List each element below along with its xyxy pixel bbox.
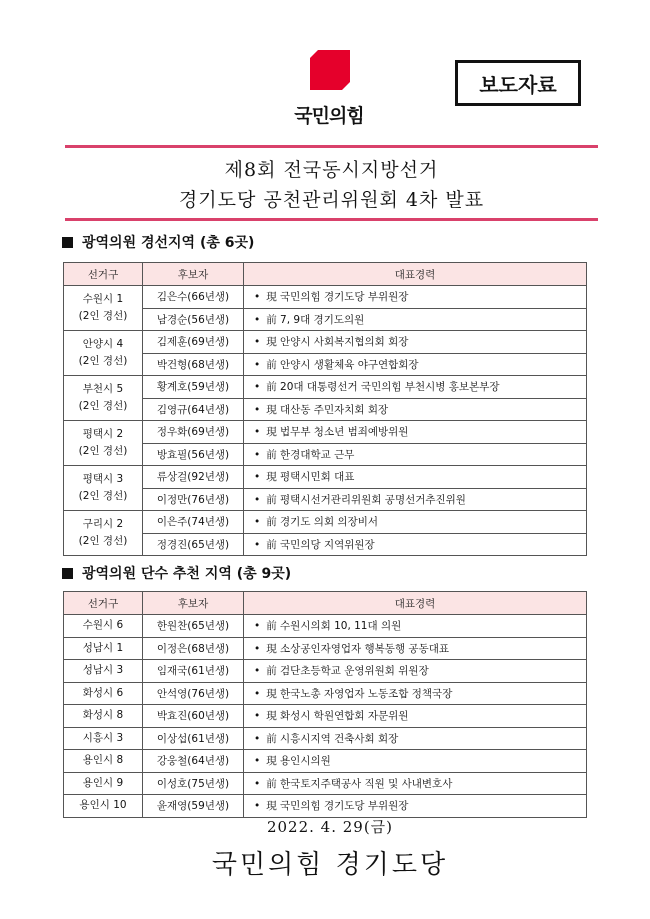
square-bullet-icon (62, 237, 73, 248)
career-text: 現 국민의힘 경기도당 부위원장 (266, 800, 409, 813)
district-cell (64, 376, 143, 421)
table-row (64, 705, 587, 728)
career-text: 前 7, 9대 경기도의원 (266, 313, 365, 326)
district-cell (64, 286, 143, 331)
district-name: 평택시 2 (82, 428, 124, 440)
col-header-candidate: 후보자 (143, 263, 244, 286)
career-cell (244, 308, 587, 331)
candidate-cell: 방효필(56년생) (143, 443, 244, 466)
district-note: (2인 경선) (78, 490, 128, 502)
candidate-cell: 이은주(74년생) (143, 511, 244, 534)
table-row (64, 398, 587, 421)
party-logo-text: 국민의힘 (294, 105, 364, 127)
bullet-icon: • (254, 732, 261, 745)
footer-org: 국민의힘 경기도당 (211, 850, 449, 880)
candidate-cell: 남경순(56년생) (143, 308, 244, 331)
candidate-cell: 임재국(61년생) (143, 660, 244, 683)
candidate-cell: 박효진(60년생) (143, 705, 244, 728)
candidate-cell: 정우화(69년생) (143, 421, 244, 444)
career-text: 現 평택시민회 대표 (266, 471, 355, 484)
col-header-district: 선거구 (64, 592, 143, 615)
district-cell: 용인시 10 (64, 795, 143, 818)
district-name: 구리시 2 (82, 518, 124, 530)
district-name: 안양시 4 (82, 338, 124, 350)
table-row (64, 466, 587, 489)
bullet-icon: • (254, 313, 261, 326)
candidate-cell: 김제훈(69년생) (143, 331, 244, 354)
section1-heading-text: 광역의원 경선지역 (총 6곳) (82, 235, 255, 251)
bullet-icon: • (254, 426, 261, 439)
district-note: (2인 경선) (78, 355, 128, 367)
career-text: 現 화성시 학원연합회 자문위원 (266, 710, 409, 723)
candidate-cell: 윤재영(59년생) (143, 795, 244, 818)
career-text: 前 한경대학교 근무 (266, 448, 355, 461)
col-header-candidate: 후보자 (143, 592, 244, 615)
title-bottom-rule (65, 218, 598, 221)
career-text: 現 법무부 청소년 범죄예방위원 (266, 426, 409, 439)
col-header-career: 대표경력 (244, 263, 587, 286)
career-cell (244, 772, 587, 795)
table-row (64, 331, 587, 354)
candidate-cell: 정경진(65년생) (143, 533, 244, 556)
square-bullet-icon (62, 568, 73, 579)
bullet-icon: • (254, 665, 261, 678)
career-cell (244, 795, 587, 818)
bullet-icon: • (254, 620, 261, 633)
career-text: 前 한국토지주택공사 직원 및 사내변호사 (266, 777, 453, 790)
table-row (64, 660, 587, 683)
table-row (64, 353, 587, 376)
career-text: 現 용인시의원 (266, 755, 331, 768)
candidate-cell: 이정은(68년생) (143, 637, 244, 660)
col-header-district: 선거구 (64, 263, 143, 286)
section1-heading (62, 232, 254, 252)
press-release-label: 보도자료 (455, 60, 581, 106)
career-cell (244, 750, 587, 773)
title-top-rule (65, 145, 598, 148)
bullet-icon: • (254, 642, 261, 655)
bullet-icon: • (254, 291, 261, 304)
table-row (64, 727, 587, 750)
release-date: 2022. 4. 29(금) (266, 818, 394, 836)
bullet-icon: • (254, 777, 261, 790)
title-line-1: 제8회 전국동시지방선거 (224, 159, 439, 181)
section2-heading (62, 563, 291, 583)
table-row (64, 421, 587, 444)
bullet-icon: • (254, 687, 261, 700)
candidate-cell: 류상걸(92년생) (143, 466, 244, 489)
district-cell: 용인시 8 (64, 750, 143, 773)
bullet-icon: • (254, 538, 261, 551)
candidate-cell: 이정만(76년생) (143, 488, 244, 511)
table-row (64, 376, 587, 399)
table-row (64, 533, 587, 556)
district-cell: 성남시 3 (64, 660, 143, 683)
table-row (64, 511, 587, 534)
candidate-cell: 김영규(64년생) (143, 398, 244, 421)
bullet-icon: • (254, 493, 261, 506)
district-cell: 화성시 6 (64, 682, 143, 705)
career-cell (244, 533, 587, 556)
career-cell (244, 421, 587, 444)
district-name: 부천시 5 (82, 383, 124, 395)
bullet-icon: • (254, 448, 261, 461)
contest-header-row (64, 263, 587, 286)
candidate-cell: 이상섭(61년생) (143, 727, 244, 750)
career-text: 前 검단초등학교 운영위원회 위원장 (266, 665, 429, 678)
career-text: 前 안양시 생활체육 야구연합회장 (266, 358, 419, 371)
candidate-cell: 강웅철(64년생) (143, 750, 244, 773)
district-cell (64, 511, 143, 556)
candidate-cell: 한원찬(65년생) (143, 615, 244, 638)
candidate-cell: 황계호(59년생) (143, 376, 244, 399)
bullet-icon: • (254, 336, 261, 349)
bullet-icon: • (254, 710, 261, 723)
district-name: 수원시 1 (82, 293, 124, 305)
career-text: 前 수원시의회 10, 11대 의원 (266, 620, 402, 633)
career-cell (244, 353, 587, 376)
district-cell: 화성시 8 (64, 705, 143, 728)
district-cell: 용인시 9 (64, 772, 143, 795)
table-row (64, 488, 587, 511)
career-text: 現 안양시 사회복지협의회 회장 (266, 336, 409, 349)
district-name: 평택시 3 (82, 473, 124, 485)
career-cell (244, 727, 587, 750)
career-cell (244, 615, 587, 638)
table-row (64, 682, 587, 705)
career-text: 現 소상공인자영업자 행복동행 공동대표 (266, 642, 450, 655)
section2-heading-text: 광역의원 단수 추천 지역 (총 9곳) (82, 566, 292, 582)
career-cell (244, 466, 587, 489)
bullet-icon: • (254, 516, 261, 529)
table-row (64, 795, 587, 818)
career-text: 前 국민의당 지역위원장 (266, 538, 375, 551)
career-text: 前 평택시선거관리위원회 공명선거추진위원 (266, 493, 466, 506)
career-cell (244, 682, 587, 705)
single-header-row (64, 592, 587, 615)
district-note: (2인 경선) (78, 310, 128, 322)
district-cell (64, 421, 143, 466)
career-cell (244, 511, 587, 534)
table-row (64, 615, 587, 638)
candidate-cell: 안석영(76년생) (143, 682, 244, 705)
bullet-icon: • (254, 800, 261, 813)
career-text: 前 경기도 의회 의장비서 (266, 516, 379, 529)
career-cell (244, 331, 587, 354)
district-cell: 시흥시 3 (64, 727, 143, 750)
career-cell (244, 443, 587, 466)
career-text: 現 대산동 주민자치회 회장 (266, 403, 389, 416)
table-row (64, 637, 587, 660)
table-row (64, 443, 587, 466)
career-text: 前 시흥시지역 건축사회 회장 (266, 732, 399, 745)
district-cell: 성남시 1 (64, 637, 143, 660)
col-header-career: 대표경력 (244, 592, 587, 615)
district-cell: 수원시 6 (64, 615, 143, 638)
career-text: 現 국민의힘 경기도당 부위원장 (266, 291, 409, 304)
bullet-icon: • (254, 403, 261, 416)
candidate-cell: 박건형(68년생) (143, 353, 244, 376)
title-line-2: 경기도당 공천관리위원회 4차 발표 (178, 189, 485, 211)
career-text: 前 20대 대통령선거 국민의힘 부천시병 홍보본부장 (266, 381, 500, 394)
bullet-icon: • (254, 755, 261, 768)
single-recommendation-table (63, 591, 587, 818)
contest-table (63, 262, 587, 556)
district-cell (64, 466, 143, 511)
career-cell (244, 376, 587, 399)
candidate-cell: 김은수(66년생) (143, 286, 244, 309)
career-cell (244, 286, 587, 309)
district-cell (64, 331, 143, 376)
district-note: (2인 경선) (78, 445, 128, 457)
career-cell (244, 660, 587, 683)
table-row (64, 308, 587, 331)
bullet-icon: • (254, 381, 261, 394)
career-cell (244, 398, 587, 421)
district-note: (2인 경선) (78, 400, 128, 412)
bullet-icon: • (254, 471, 261, 484)
career-cell (244, 637, 587, 660)
district-note: (2인 경선) (78, 535, 128, 547)
career-cell (244, 705, 587, 728)
party-logo-icon (310, 50, 350, 90)
table-row (64, 286, 587, 309)
candidate-cell: 이성호(75년생) (143, 772, 244, 795)
career-cell (244, 488, 587, 511)
bullet-icon: • (254, 358, 261, 371)
table-row (64, 750, 587, 773)
table-row (64, 772, 587, 795)
career-text: 現 한국노총 자영업자 노동조합 정책국장 (266, 687, 453, 700)
